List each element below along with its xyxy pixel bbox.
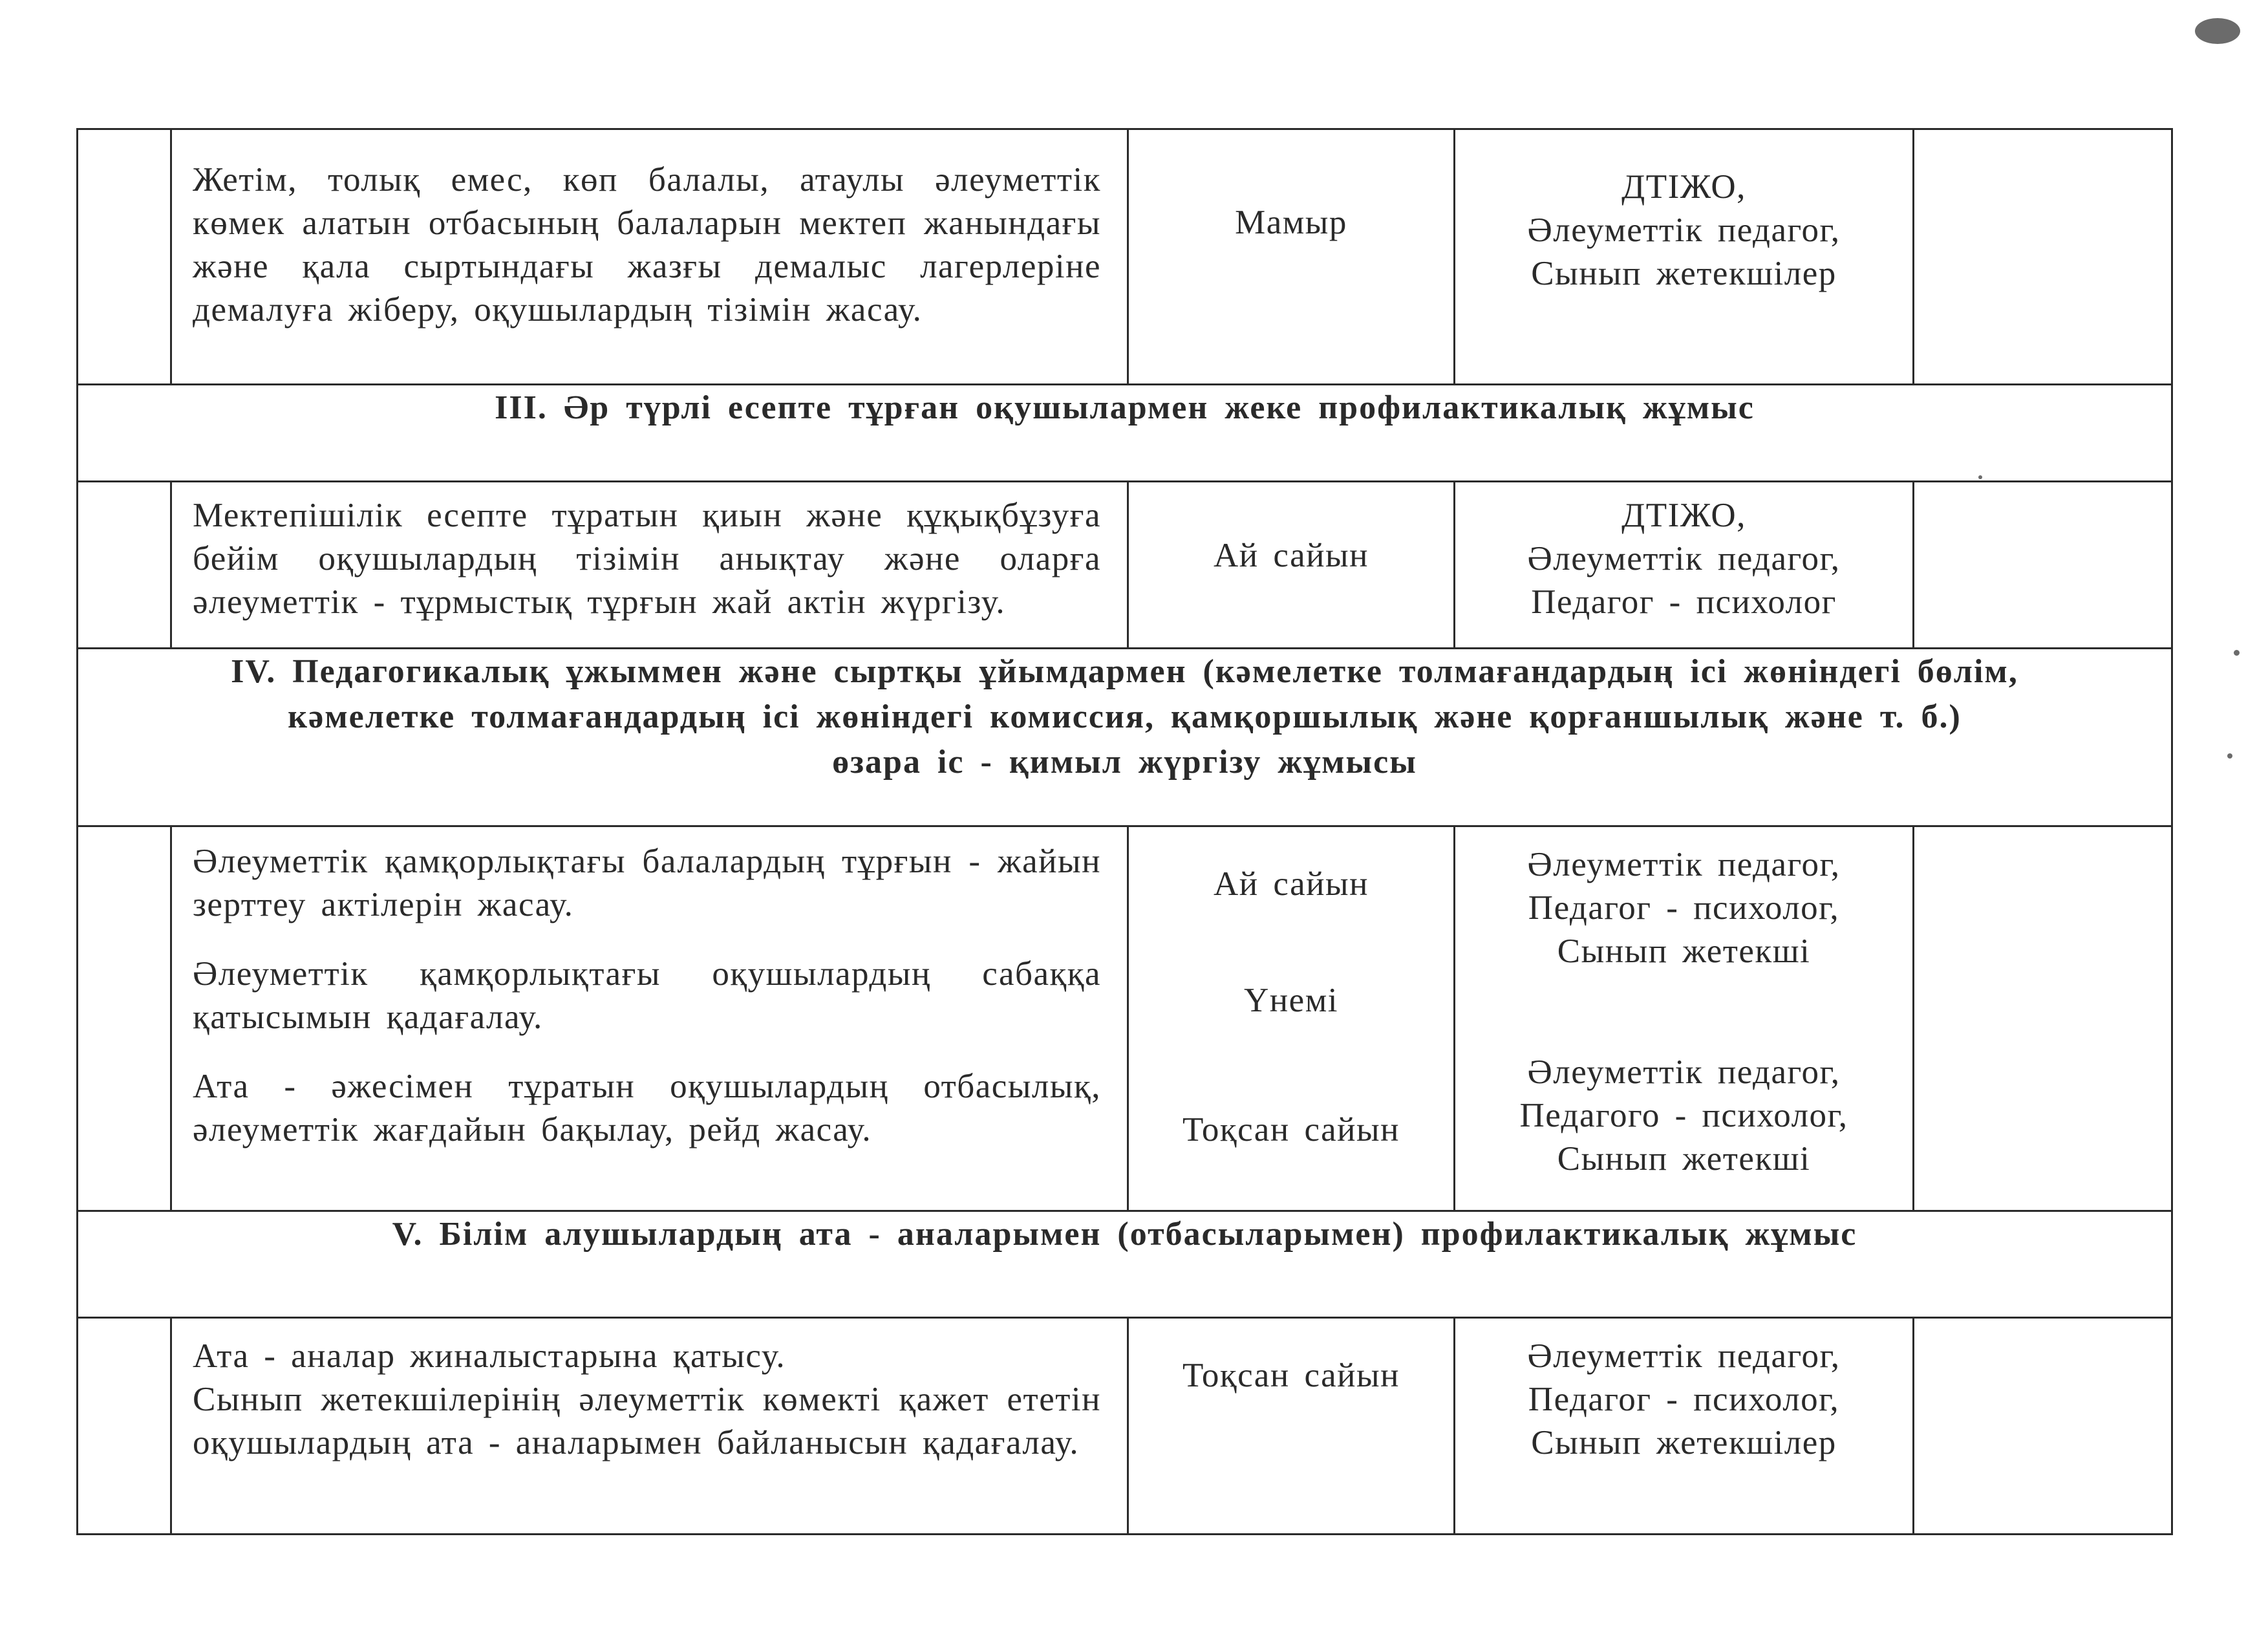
responsible-line: ДТІЖО,	[1621, 497, 1746, 534]
responsible-cell	[1455, 1318, 1914, 1535]
note-cell	[1914, 482, 2172, 649]
responsible-cell	[1455, 826, 1914, 1211]
section-heading-line: кәмелетке толмағандардың ісі жөніндегі комиссия, қамқоршылық және қорғаншылық және т. б.)	[288, 698, 1962, 735]
responsible-line: Әлеуметтік педагог,	[1527, 846, 1841, 883]
row-number-cell	[78, 826, 171, 1211]
scan-speck-right-2	[2227, 753, 2232, 759]
term-text: Тоқсан сайын	[1182, 1111, 1400, 1148]
activity-cell	[171, 1318, 1128, 1535]
term-text: Ай сайын	[1214, 865, 1369, 903]
responsible-list	[1455, 130, 1912, 308]
activity-list	[172, 1319, 1127, 1488]
responsible-cell	[1455, 482, 1914, 649]
responsible-line: Педагог - психолог,	[1528, 889, 1840, 927]
row-number-cell	[78, 1318, 171, 1535]
term-text: Тоқсан сайын	[1182, 1357, 1400, 1394]
responsible-line: Әлеуметтік педагог,	[1527, 540, 1841, 577]
row-number-cell	[78, 129, 171, 385]
table-row	[78, 826, 2172, 1211]
responsible-line: Әлеуметтік педагог,	[1527, 1053, 1841, 1091]
responsible-cell	[1455, 129, 1914, 385]
term-text: Үнемі	[1244, 982, 1338, 1019]
term-text: Ай сайын	[1214, 537, 1369, 574]
responsible-list	[1455, 827, 1912, 1194]
section-heading-line: IV. Педагогикалық ұжыммен және сыртқы ұйымдармен (кәмелетке толмағандардың ісі жөніндегі бөлім,	[231, 653, 2018, 690]
responsible-line: Әлеуметтік педагог,	[1527, 211, 1841, 249]
responsible-line: Сынып жетекші	[1557, 932, 1811, 970]
activity-cell	[171, 826, 1128, 1211]
row-number-cell	[78, 482, 171, 649]
responsible-line: ДТІЖО,	[1621, 168, 1746, 206]
responsible-line: Сынып жетекшілер	[1531, 1424, 1837, 1461]
note-cell	[1914, 826, 2172, 1211]
responsible-line: Сынып жетекші	[1557, 1140, 1811, 1178]
table-row	[78, 129, 2172, 385]
work-plan-table	[76, 128, 2173, 1535]
responsible-line: Сынып жетекшілер	[1531, 255, 1837, 292]
activity-text: Жетім, толық емес, көп балалы, атаулы әлеуметтік көмек алатын отбасының балаларын мектеп жанындағы және қала сыртындағы жазғы демалыс лагерлеріне демалуға жіберу, оқушылардың тізімін жасау.	[193, 161, 1101, 329]
activity-cell	[171, 129, 1128, 385]
activity-text: Мектепішілік есепте тұратын қиын және құқықбұзуға бейім оқушылардың тізімін анықтау және оларға әлеуметтік - тұрмыстық тұрғын жай актін жүргізу.	[193, 497, 1101, 621]
activity-item: Ата - аналар жиналыстарына қатысу.	[193, 1337, 786, 1375]
activity-item: Ата - әжесімен тұратын оқушылардың отбасылық, әлеуметтік жағдайын бақылау, рейд жасау.	[193, 1068, 1101, 1148]
scan-speck-top-right	[2195, 18, 2240, 44]
section-heading	[78, 649, 2172, 826]
responsible-line: Педагог - психолог,	[1528, 1381, 1840, 1418]
term-cell	[1128, 826, 1455, 1211]
note-cell	[1914, 129, 2172, 385]
section-heading-row	[78, 385, 2172, 482]
section-heading-row	[78, 1211, 2172, 1318]
term-cell	[1128, 1318, 1455, 1535]
table-row	[78, 1318, 2172, 1535]
responsible-list	[1455, 1319, 1912, 1478]
term-list	[1129, 827, 1453, 1152]
section-heading: V. Білім алушылардың ата - аналарымен (отбасыларымен) профилактикалық жұмыс	[78, 1211, 2172, 1318]
activity-item: Әлеуметтік қамқорлықтағы балалардың тұрғын - жайын зерттеу актілерін жасау.	[193, 843, 1101, 923]
section-heading: III. Әр түрлі есепте тұрған оқушылармен жеке профилактикалық жұмыс	[78, 385, 2172, 482]
activity-list	[172, 827, 1127, 1189]
term-cell	[1128, 482, 1455, 649]
activity-item: Сынып жетекшілерінің әлеуметтік көмекті қажет ететін оқушылардың ата - аналарымен байланысын қадағалау.	[193, 1381, 1101, 1461]
responsible-line: Әлеуметтік педагог,	[1527, 1337, 1841, 1375]
term-cell	[1128, 129, 1455, 385]
responsible-line: Педагог - психолог	[1531, 583, 1837, 621]
responsible-line: Педагого - психолог,	[1519, 1097, 1848, 1134]
section-heading-row	[78, 649, 2172, 826]
scan-speck-right-1	[2234, 650, 2240, 656]
section-heading-line: өзара іс - қимыл жүргізу жұмысы	[832, 744, 1417, 781]
note-cell	[1914, 1318, 2172, 1535]
activity-item: Әлеуметтік қамқорлықтағы оқушылардың сабаққа қатысымын қадағалау.	[193, 955, 1101, 1036]
responsible-list	[1455, 482, 1912, 637]
table-row	[78, 482, 2172, 649]
term-text: Мамыр	[1235, 204, 1347, 241]
activity-cell	[171, 482, 1128, 649]
